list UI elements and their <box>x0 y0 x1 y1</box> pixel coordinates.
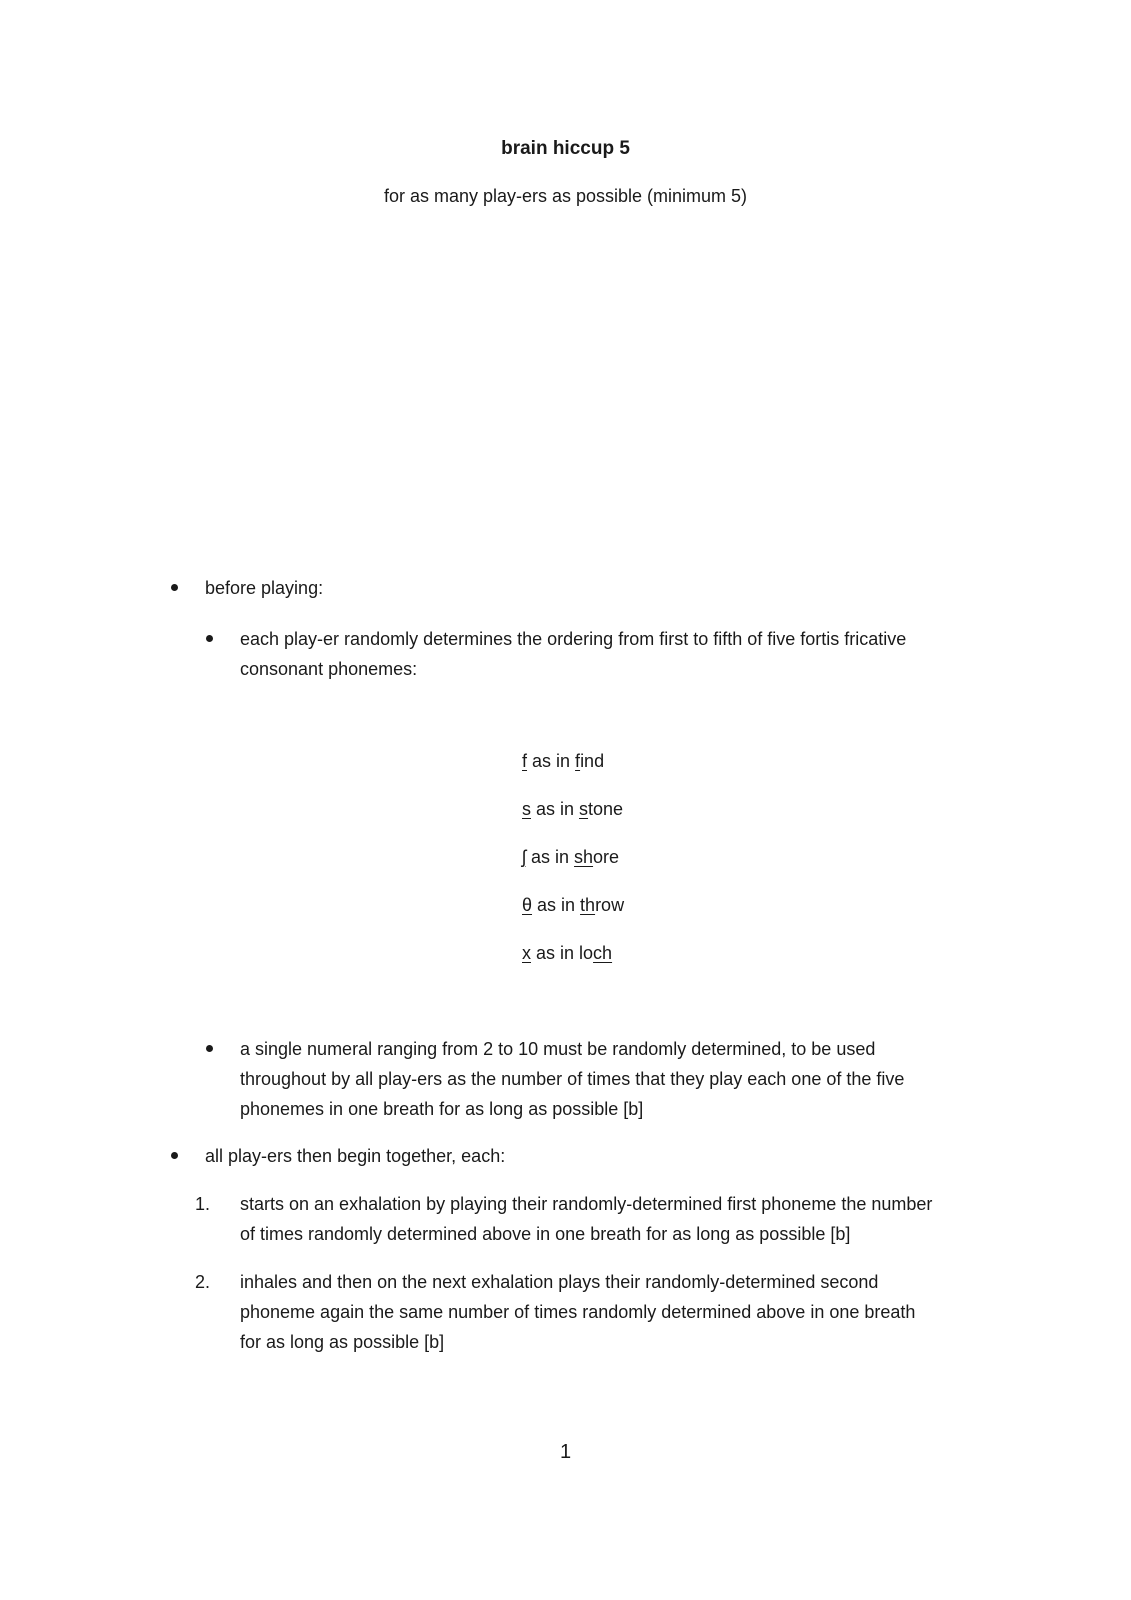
phoneme-item: f as in find <box>522 751 605 771</box>
phoneme-item: θ as in throw <box>522 895 625 915</box>
step-2-line-3: for as long as possible [b] <box>240 1332 445 1352</box>
phoneme-symbol: s <box>522 799 531 819</box>
numeral-line-2: throughout by all play-ers as the number of times that they play each one of the five <box>240 1069 905 1089</box>
bullet-dot <box>206 1045 213 1052</box>
step-2-line-2: phoneme again the same number of times randomly determined above in one breath <box>240 1302 916 1322</box>
page-subtitle: for as many play-ers as possible (minimum 5) <box>383 186 748 206</box>
phoneme-symbol: x <box>522 943 531 963</box>
bullet-dot <box>206 635 213 642</box>
all-begin-heading: all play-ers then begin together, each: <box>205 1146 506 1166</box>
phoneme-item: s as in stone <box>522 799 624 819</box>
step-number: 2. <box>195 1272 211 1292</box>
ordering-line-1: each play-er randomly determines the ordering from first to fifth of five fortis fricative <box>240 629 907 649</box>
step-1-line-1: starts on an exhalation by playing their randomly-determined first phoneme the number <box>240 1194 933 1214</box>
phoneme-symbol: ʃ <box>522 847 526 867</box>
page-title: brain hiccup 5 <box>501 138 630 159</box>
phoneme-item: ʃ as in shore <box>522 847 620 867</box>
phoneme-symbol: θ <box>522 895 533 915</box>
step-1-line-2: of times randomly determined above in one breath for as long as possible [b] <box>240 1224 851 1244</box>
numeral-line-3: phonemes in one breath for as long as possible [b] <box>240 1099 644 1119</box>
step-2-line-1: inhales and then on the next exhalation plays their randomly-determined second <box>240 1272 879 1292</box>
phoneme-item: x as in loch <box>522 943 613 963</box>
phoneme-symbol: f <box>522 751 528 771</box>
ordering-line-2: consonant phonemes: <box>240 659 418 679</box>
bullet-dot <box>171 584 178 591</box>
before-playing-heading: before playing: <box>205 578 324 598</box>
page-number: 1 <box>559 1441 572 1463</box>
bullet-dot <box>171 1152 178 1159</box>
numeral-line-1: a single numeral ranging from 2 to 10 must be randomly determined, to be used <box>240 1039 876 1059</box>
step-number: 1. <box>195 1194 211 1214</box>
